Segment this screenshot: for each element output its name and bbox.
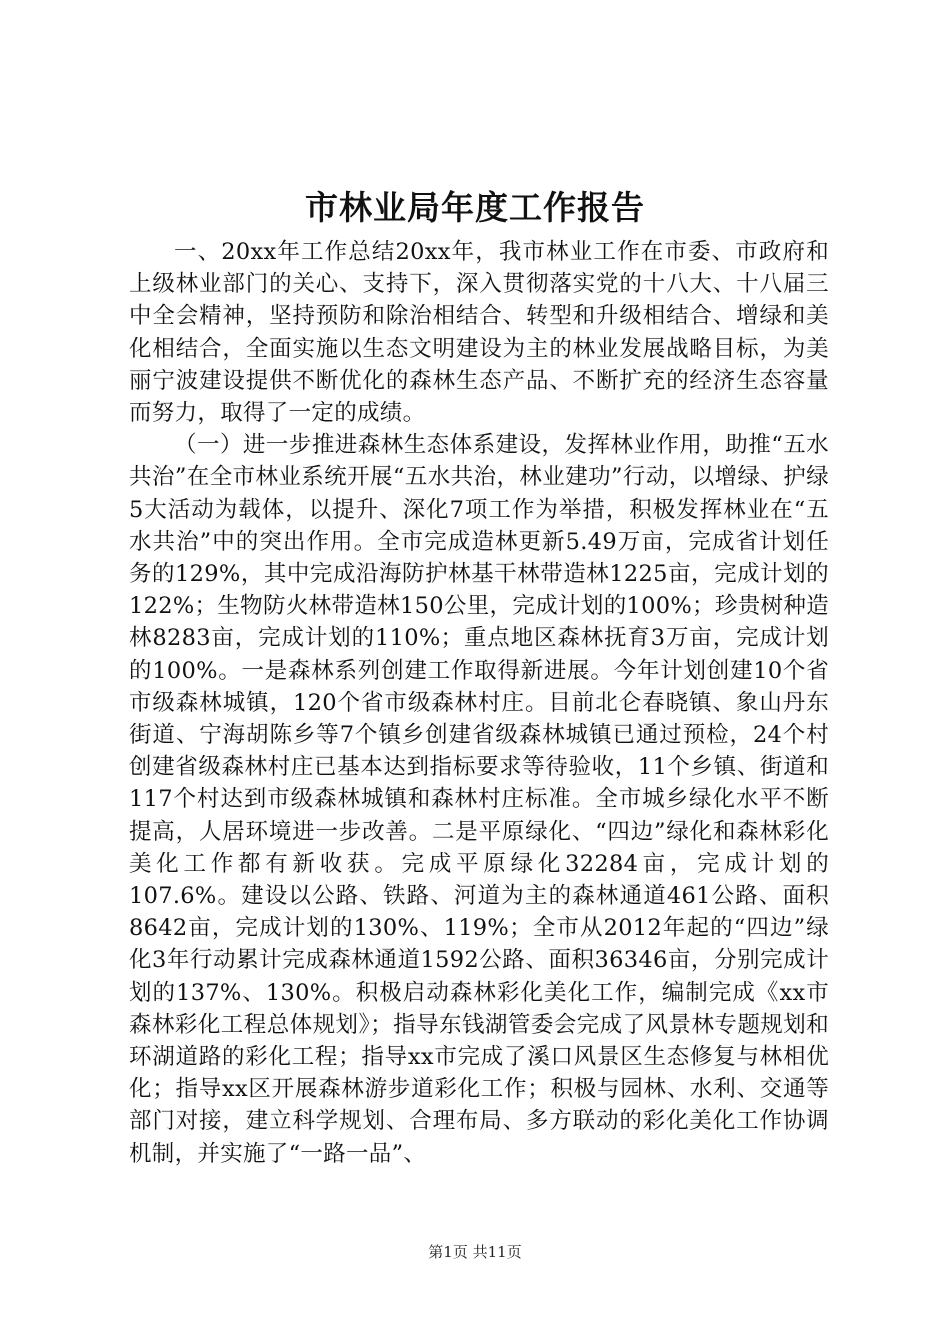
document-title: 市林业局年度工作报告 bbox=[305, 188, 645, 227]
paragraph-summary: 一、20xx年工作总结20xx年，我市林业工作在市委、市政府和上级林业部门的关心、支持下，深入贯彻落实党的十八大、十八届三中全会精神，坚持预防和除治相结合、转型和升级相结合、增绿和美化相结合，全面实施以生态文明建设为主的林业发展战略目标，为美丽宁波建设提供不断优化的森林生态产品、不断扩充的经济生态容量而努力，取得了一定的成绩。 bbox=[129, 239, 829, 427]
paragraph-forest-ecology: （一）进一步推进森林生态体系建设，发挥林业作用，助推“五水共治”在全市林业系统开展“五水共治，林业建功”行动，以增绿、护绿5大活动为载体，以提升、深化7项工作为举措，积极发挥林业在“五水共治”中的突出作用。全市完成造林更新5.49万亩，完成省计划任务的129%，其中完成沿海防护林基干林带造林1225亩，完成计划的122%；生物防火林带造林150公里，完成计划的100%；珍贵树种造林8283亩，完成计划的110%；重点地区森林抚育3万亩，完成计划的100%。一是森林系列创建工作取得新进展。今年计划创建10个省市级森林城镇，120个省市级森林村庄。目前北仑春晓镇、象山丹东街道、宁海胡陈乡等7个镇乡创建省级森林城镇已通过预检，24个村创建省级森林村庄已基本达到指标要求等待验收，11个乡镇、街道和117个村达到市级森林城镇和森林村庄标准。全市城乡绿化水平不断提高，人居环境进一步改善。二是平原绿化、“四边”绿化和森林彩化美化工作都有新收获。完成平原绿化32284亩，完成计划的107.6%。建设以公路、铁路、河道为主的森林通道461公路、面积8642亩，完成计划的130%、119%；全市从2012年起的“四边”绿化3年行动累计完成森林通道1592公路、面积36346亩，分别完成计划的137%、130%。积极启动森林彩化美化工作，编制完成《xx市森林彩化工程总体规划》；指导东钱湖管委会完成了风景林专题规划和环湖道路的彩化工程；指导xx市完成了溪口风景区生态修复与林相优化；指导xx区开展森林游步道彩化工作；积极与园林、水利、交通等部门对接，建立科学规划、合理布局、多方联动的彩化美化工作协调机制，并实施了“一路一品”、 bbox=[129, 432, 829, 1167]
document-body bbox=[129, 236, 829, 1170]
page-number: 第1页 共11页 bbox=[428, 1243, 522, 1261]
